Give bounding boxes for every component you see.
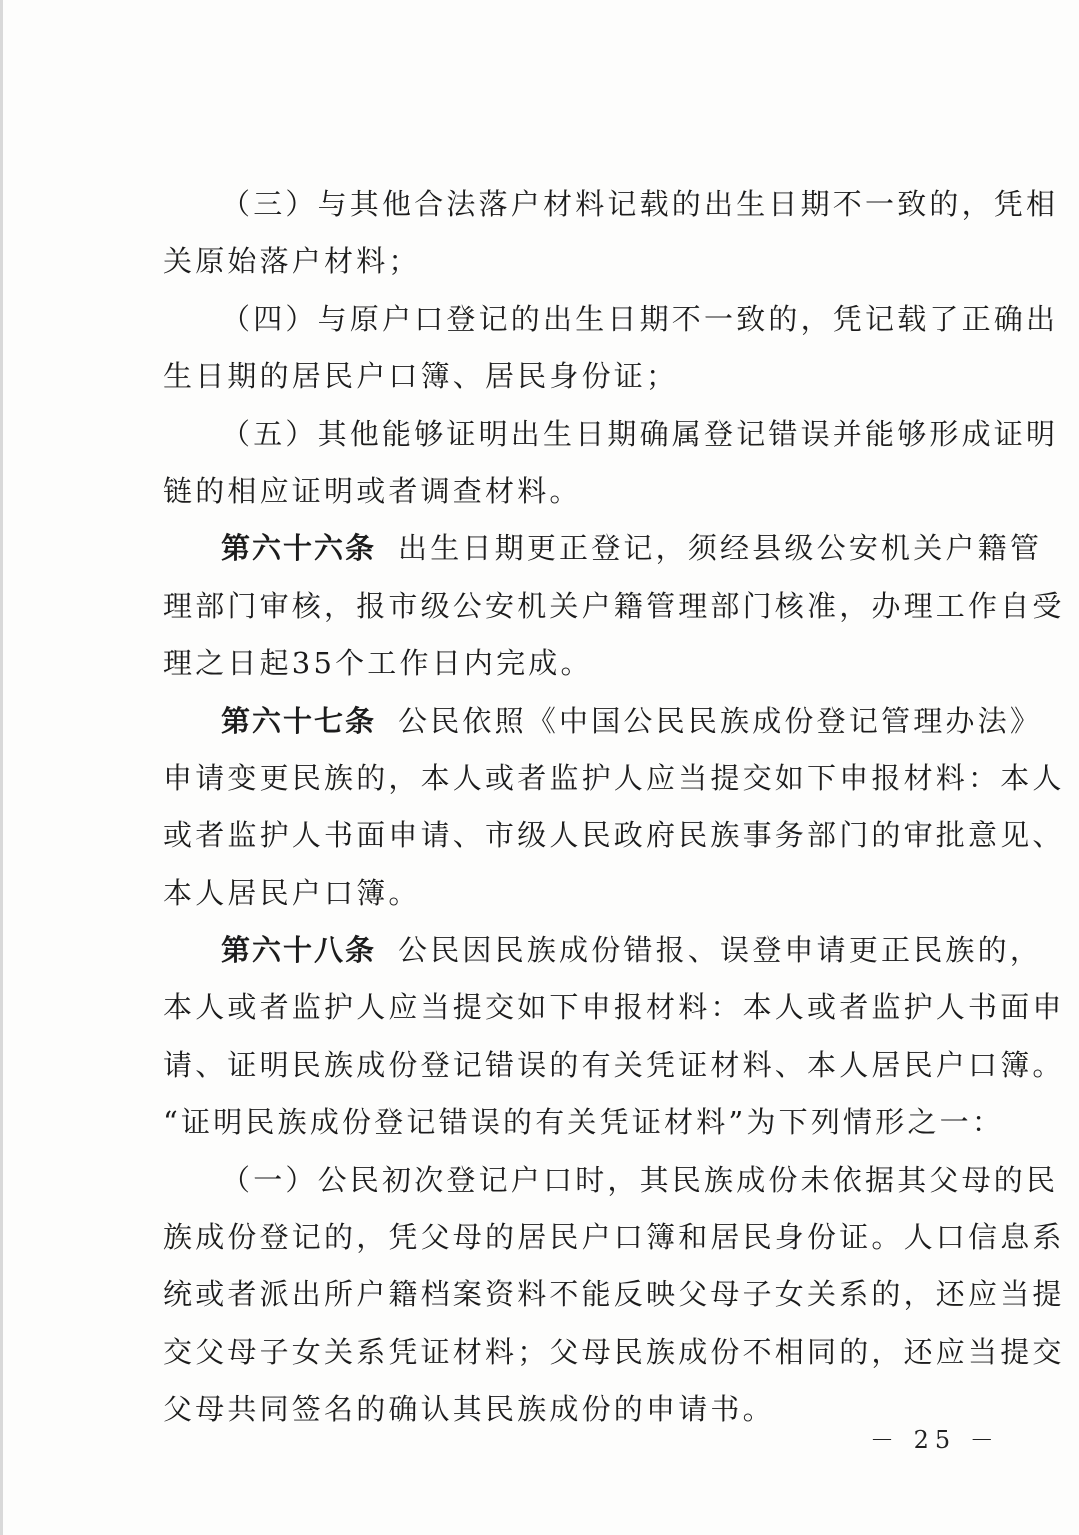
paragraph-line: （一）公民初次登记户口时，其民族成份未依据其父母的民 bbox=[221, 1162, 1059, 1197]
paragraph-line: 链的相应证明或者调查材料。 bbox=[163, 473, 582, 508]
paragraph-line: 或者监护人书面申请、市级人民政府民族事务部门的审批意见、 bbox=[163, 818, 1065, 853]
article-66-first-line bbox=[163, 520, 1043, 577]
paragraph-line: 交父母子女关系凭证材料；父母民族成份不相同的，还应当提交 bbox=[163, 1334, 1065, 1369]
paragraph-line: （五）其他能够证明出生日期确属登记错误并能够形成证明 bbox=[221, 416, 1059, 451]
paragraph-line: 申请变更民族的，本人或者监护人应当提交如下申报材料：本人 bbox=[163, 760, 1065, 795]
paragraph-line: 统或者派出所户籍档案资料不能反映父母子女关系的，还应当提 bbox=[163, 1277, 1065, 1312]
paragraph-line: 本人或者监护人应当提交如下申报材料：本人或者监护人书面申 bbox=[163, 990, 1065, 1025]
paragraph-line: （四）与原户口登记的出生日期不一致的，凭记载了正确出 bbox=[221, 301, 1059, 336]
paragraph-line: 理部门审核，报市级公安机关户籍管理部门核准，办理工作自受 bbox=[163, 588, 1065, 623]
article-68-first-line bbox=[163, 922, 1043, 979]
paragraph-line: “证明民族成份登记错误的有关凭证材料”为下列情形之一： bbox=[163, 1105, 1005, 1140]
article-67-heading: 第六十七条 bbox=[221, 703, 377, 738]
paragraph-line: 理之日起35个工作日内完成。 bbox=[163, 646, 593, 681]
paragraph-line: 本人居民户口簿。 bbox=[163, 875, 421, 910]
article-68-heading: 第六十八条 bbox=[221, 933, 377, 968]
article-66-heading: 第六十六条 bbox=[221, 531, 377, 566]
body-text bbox=[163, 176, 1065, 1439]
paragraph-line: 公民依照《中国公民民族成份登记管理办法》 bbox=[398, 703, 1043, 738]
paragraph-line: （三）与其他合法落户材料记载的出生日期不一致的，凭相 bbox=[221, 187, 1059, 221]
paragraph-line: 出生日期更正登记，须经县级公安机关户籍管 bbox=[398, 531, 1043, 566]
paragraph-line: 父母共同签名的确认其民族成份的申请书。 bbox=[163, 1392, 775, 1427]
scan-edge bbox=[0, 0, 3, 1535]
paragraph-line: 公民因民族成份错报、误登申请更正民族的， bbox=[398, 933, 1043, 968]
paragraph-line: 关原始落户材料； bbox=[163, 244, 421, 279]
paragraph-line: 生日期的居民户口簿、居民身份证； bbox=[163, 359, 679, 394]
paragraph-line: 请、证明民族成份登记错误的有关凭证材料、本人居民户口簿。 bbox=[163, 1047, 1065, 1082]
page-number: － 25 － bbox=[870, 1426, 1000, 1454]
paragraph-line: 族成份登记的，凭父母的居民户口簿和居民身份证。人口信息系 bbox=[163, 1220, 1065, 1255]
article-67-first-line bbox=[163, 693, 1043, 750]
